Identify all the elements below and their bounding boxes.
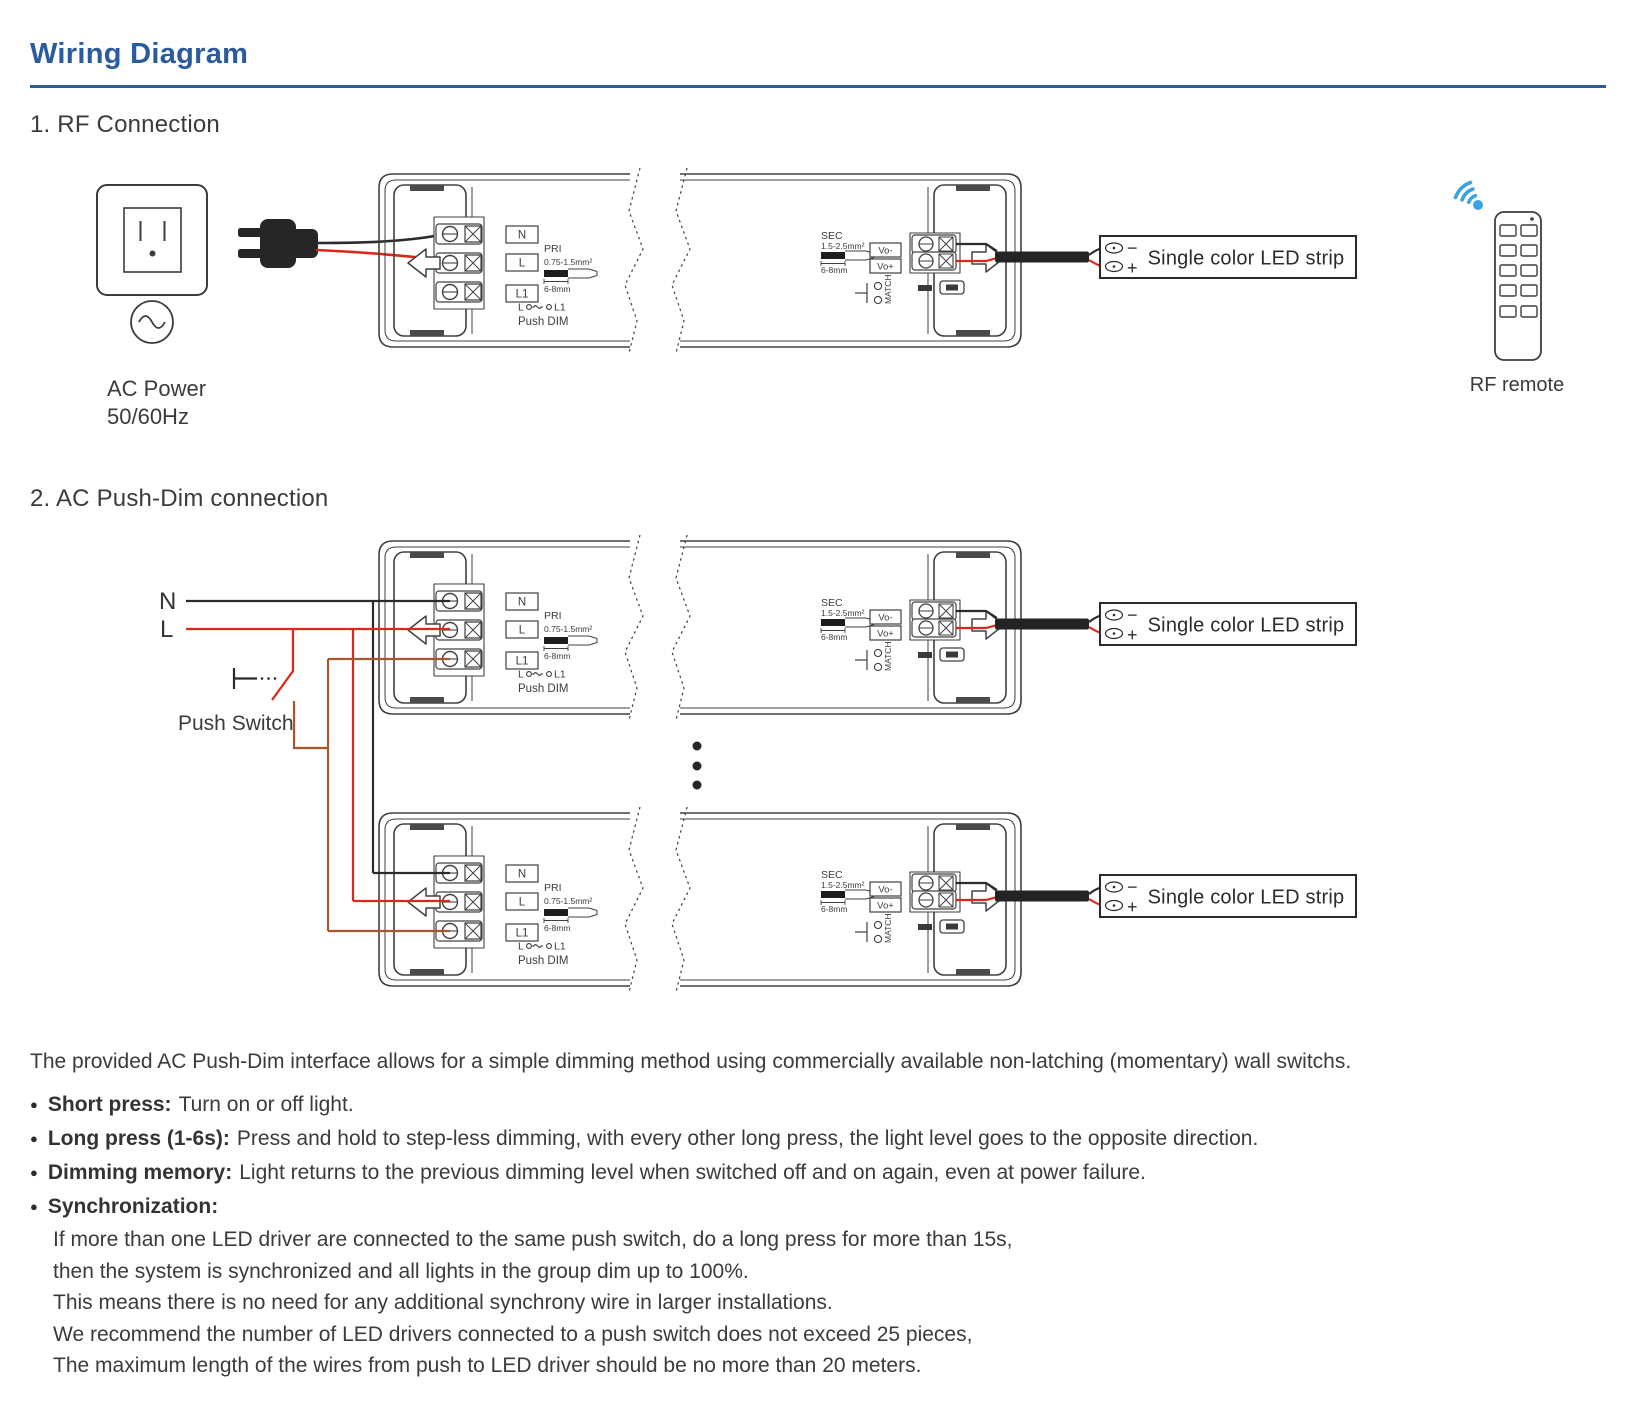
driver-strip-length: 6-8mm (544, 284, 571, 294)
driver-vo-plus: Vo+ (877, 261, 894, 273)
driver-sec-gauge: 1.5-2.5mm² (821, 880, 865, 890)
ac-sine-icon (131, 301, 173, 343)
section-heading-pushdim: 2. AC Push-Dim connection (30, 485, 329, 512)
bullet-lead: Short press: (47, 1093, 172, 1116)
rf-remote (1495, 212, 1541, 360)
power-plug-icon (238, 219, 318, 268)
driver-pri-label: PRI (544, 882, 562, 894)
led-driver-1 (379, 168, 1021, 353)
driver-sec-gauge: 1.5-2.5mm² (821, 241, 865, 251)
strip-title: Single color LED strip (1147, 247, 1345, 270)
driver-sec-label: SEC (821, 869, 843, 881)
driver-n-label: N (517, 596, 527, 609)
driver-vo-minus: Vo- (878, 884, 893, 896)
driver-match-label: MATCH (883, 641, 893, 671)
note-bullet-synchronization (30, 1190, 1610, 1224)
sync-line: We recommend the number of LED drivers connected to a push switch does not exceed 25 pieces, (53, 1322, 973, 1346)
bullet-dot-icon (30, 1161, 48, 1184)
led-driver-a (379, 535, 1021, 720)
driver-pushdim-link-l: L (518, 301, 524, 314)
rf-connection-diagram (97, 168, 1564, 429)
strip-minus-label: − (1127, 238, 1138, 258)
led-driver-b (379, 807, 1021, 992)
driver-sec-label: SEC (821, 597, 843, 609)
rf-waves-icon (1456, 183, 1484, 211)
sync-paragraph (53, 1224, 1610, 1382)
push-switch-label: Push Switch (178, 712, 294, 735)
strip-title: Single color LED strip (1147, 614, 1345, 637)
driver-match-label: MATCH (883, 274, 893, 304)
driver-vo-minus: Vo- (878, 245, 893, 257)
bullet-text: Press and hold to step-less dimming, with every other long press, the light level goes to the opposite direction. (236, 1127, 1259, 1150)
driver-pri-label: PRI (544, 243, 562, 255)
driver-strip-length-sec: 6-8mm (821, 632, 848, 642)
driver-pushdim-link-l: L (518, 940, 524, 953)
driver-l1-label: L1 (515, 927, 529, 940)
driver-pri-gauge: 0.75-1.5mm² (544, 896, 593, 906)
note-bullet-dimming-memory (30, 1156, 1610, 1190)
strip-minus-label: − (1127, 877, 1138, 897)
driver-match-label: MATCH (883, 913, 893, 943)
strip-title: Single color LED strip (1147, 886, 1345, 909)
bullet-dot-icon (30, 1195, 48, 1218)
ac-outlet-icon (97, 185, 207, 295)
driver-pri-gauge: 0.75-1.5mm² (544, 257, 593, 267)
strip-plus-label: + (1127, 258, 1138, 278)
sync-line: then the system is synchronized and all lights in the group dim up to 100%. (53, 1259, 749, 1283)
strip-minus-label: − (1127, 605, 1138, 625)
driver-vo-plus: Vo+ (877, 628, 894, 640)
ac-power-label: AC Power (107, 376, 207, 401)
section-heading-rf: 1. RF Connection (30, 111, 220, 138)
driver-pushdim-label: Push DIM (518, 316, 569, 328)
driver-pushdim-link-l1: L1 (554, 301, 566, 314)
line-n-label: N (159, 588, 177, 615)
driver-vo-plus: Vo+ (877, 900, 894, 912)
bullet-dot-icon (30, 1127, 48, 1150)
sync-line: The maximum length of the wires from push to LED driver should be no more than 20 meters. (53, 1354, 922, 1377)
push-dim-notes (30, 1048, 1610, 1382)
rf-remote-label: RF remote (1469, 374, 1565, 396)
sync-line: If more than one LED driver are connected to the same push switch, do a long press for more than 15s, (53, 1228, 1013, 1251)
driver-l-label: L (518, 257, 526, 270)
driver-pushdim-label: Push DIM (518, 683, 569, 695)
strip-plus-label: + (1127, 897, 1138, 917)
push-dim-diagram (159, 535, 1356, 992)
bullet-lead: Dimming memory: (47, 1161, 233, 1184)
driver-l-label: L (518, 624, 526, 637)
driver-strip-length-sec: 6-8mm (821, 265, 848, 275)
driver-pushdim-link-l1: L1 (554, 940, 566, 953)
note-bullet-long-press (30, 1122, 1610, 1156)
driver-l1-label: L1 (515, 655, 529, 668)
line-l-label: L (160, 616, 174, 643)
bullet-lead: Long press (1-6s): (47, 1127, 230, 1150)
ac-freq-label: 50/60Hz (107, 404, 189, 429)
strip-plus-label: + (1127, 625, 1138, 645)
driver-l1-label: L1 (515, 288, 529, 301)
driver-n-label: N (517, 229, 527, 242)
driver-vo-minus: Vo- (878, 612, 893, 624)
sync-line: This means there is no need for any additional synchrony wire in larger installations. (53, 1291, 833, 1314)
bullet-text: Turn on or off light. (178, 1093, 354, 1116)
driver-pushdim-link-l1: L1 (554, 668, 566, 681)
bullet-text: Light returns to the previous dimming level when switched off and on again, even at power failure. (239, 1161, 1146, 1184)
driver-pri-gauge: 0.75-1.5mm² (544, 624, 593, 634)
driver-strip-length: 6-8mm (544, 923, 571, 933)
continuation-dots (693, 742, 702, 790)
page-title: Wiring Diagram (30, 38, 249, 70)
notes-intro: The provided AC Push-Dim interface allows for a simple dimming method using commercially available non-latching (momentary) wall switchs. (30, 1050, 1352, 1073)
driver-l-label: L (518, 896, 526, 909)
driver-sec-gauge: 1.5-2.5mm² (821, 608, 865, 618)
bullet-lead: Synchronization: (47, 1195, 219, 1218)
driver-sec-label: SEC (821, 230, 843, 242)
driver-strip-length: 6-8mm (544, 651, 571, 661)
driver-pri-label: PRI (544, 610, 562, 622)
note-bullet-short-press (30, 1088, 1610, 1122)
driver-strip-length-sec: 6-8mm (821, 904, 848, 914)
live-input-wire-black (316, 233, 450, 243)
driver-pushdim-label: Push DIM (518, 955, 569, 967)
driver-pushdim-link-l: L (518, 668, 524, 681)
mains-bus-wires (186, 601, 450, 931)
driver-n-label: N (517, 868, 527, 881)
push-switch-symbol (234, 668, 276, 689)
bullet-dot-icon (30, 1093, 48, 1116)
